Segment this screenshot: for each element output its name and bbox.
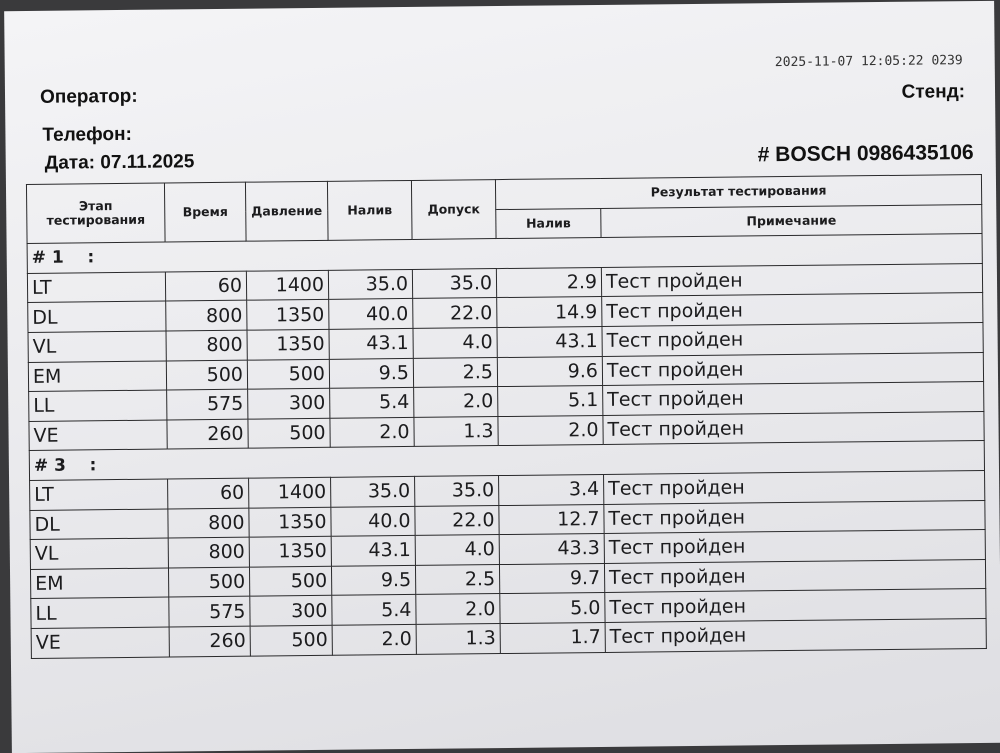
operator-label: Оператор: [39, 85, 138, 108]
cell-fill: 9.5 [329, 358, 413, 388]
cell-result-fill: 9.6 [497, 356, 602, 387]
cell-time: 260 [167, 419, 248, 449]
cell-tolerance: 22.0 [415, 505, 499, 535]
cell-fill: 5.4 [332, 595, 416, 625]
cell-stage: EM [30, 568, 168, 599]
cell-note: Тест пройден [602, 352, 983, 386]
cell-pressure: 1400 [249, 477, 331, 507]
cell-time: 260 [169, 626, 250, 656]
col-header-result-fill: Налив [496, 208, 601, 239]
cell-time: 60 [168, 478, 249, 508]
col-header-pressure: Давление [245, 181, 328, 241]
cell-pressure: 500 [250, 625, 332, 655]
cell-pressure: 1350 [247, 329, 329, 359]
cell-fill: 2.0 [332, 624, 416, 654]
cell-stage: EM [28, 361, 166, 392]
cell-time: 800 [166, 330, 247, 360]
cell-note: Тест пройден [603, 411, 984, 445]
cell-note: Тест пройден [605, 618, 986, 652]
cell-time: 800 [168, 508, 249, 538]
cell-pressure: 300 [250, 596, 332, 626]
cell-result-fill: 14.9 [497, 297, 602, 328]
cell-time: 500 [168, 567, 249, 597]
cell-stage: LL [31, 597, 169, 628]
col-header-fill: Налив [327, 180, 412, 240]
cell-fill: 9.5 [331, 565, 415, 595]
cell-tolerance: 2.0 [414, 387, 498, 417]
cell-stage: LT [30, 479, 168, 510]
cell-tolerance: 4.0 [415, 535, 499, 565]
cell-note: Тест пройден [604, 530, 985, 564]
cell-tolerance: 2.5 [413, 357, 497, 387]
cell-result-fill: 5.0 [500, 593, 605, 624]
cell-stage: VE [31, 627, 169, 658]
cell-pressure: 1400 [246, 270, 328, 300]
cell-pressure: 500 [247, 359, 329, 389]
cell-result-fill: 43.1 [497, 326, 602, 357]
device-number: # BOSCH 0986435106 [757, 141, 974, 167]
cell-fill: 35.0 [331, 476, 415, 506]
cell-stage: VL [30, 538, 168, 569]
cell-result-fill: 9.7 [499, 563, 604, 594]
cell-pressure: 500 [248, 418, 330, 448]
cell-stage: DL [30, 509, 168, 540]
cell-pressure: 1350 [249, 507, 331, 537]
col-header-note: Примечание [601, 204, 982, 238]
cell-result-fill: 5.1 [498, 386, 603, 417]
cell-fill: 43.1 [331, 536, 415, 566]
cell-result-fill: 3.4 [499, 474, 604, 505]
cell-pressure: 500 [249, 566, 331, 596]
cell-tolerance: 1.3 [414, 416, 498, 446]
col-header-stage: Этап тестирования [26, 183, 165, 244]
cell-pressure: 300 [248, 388, 330, 418]
group-label: # 1 : [27, 234, 982, 274]
cell-time: 575 [167, 389, 248, 419]
cell-result-fill: 2.0 [498, 415, 603, 446]
cell-result-fill: 43.3 [499, 534, 604, 565]
cell-fill: 40.0 [329, 299, 413, 329]
stand-label: Стенд: [901, 81, 966, 103]
cell-stage: VL [28, 331, 166, 362]
cell-note: Тест пройден [602, 322, 983, 356]
date-label: Дата: 07.11.2025 [44, 151, 195, 174]
col-header-tolerance: Допуск [411, 180, 496, 240]
cell-note: Тест пройден [603, 382, 984, 416]
cell-note: Тест пройден [604, 500, 985, 534]
cell-result-fill: 12.7 [499, 504, 604, 535]
cell-tolerance: 2.5 [415, 564, 499, 594]
cell-note: Тест пройден [601, 263, 982, 297]
cell-tolerance: 35.0 [412, 268, 496, 298]
cell-tolerance: 22.0 [413, 298, 497, 328]
group-label: # 3 : [29, 441, 984, 481]
cell-stage: DL [28, 301, 166, 332]
printed-test-report [4, 1, 1000, 753]
cell-note: Тест пройден [602, 293, 983, 327]
cell-note: Тест пройден [604, 470, 985, 504]
cell-note: Тест пройден [605, 589, 986, 623]
cell-fill: 35.0 [328, 269, 412, 299]
cell-fill: 2.0 [330, 417, 414, 447]
cell-pressure: 1350 [249, 536, 331, 566]
table-body [27, 234, 986, 658]
cell-stage: LL [29, 390, 167, 421]
cell-result-fill: 2.9 [496, 267, 601, 298]
cell-note: Тест пройден [604, 559, 985, 593]
col-header-time: Время [164, 182, 246, 242]
print-timestamp: 2025-11-07 12:05:22 0239 [774, 53, 963, 71]
cell-tolerance: 4.0 [413, 328, 497, 358]
cell-time: 800 [168, 537, 249, 567]
cell-time: 500 [166, 360, 247, 390]
cell-tolerance: 1.3 [416, 623, 500, 653]
test-results-table [26, 174, 987, 658]
cell-fill: 5.4 [330, 388, 414, 418]
cell-pressure: 1350 [247, 300, 329, 330]
cell-time: 575 [169, 596, 250, 626]
col-header-result: Результат тестирования [495, 174, 981, 209]
cell-time: 60 [165, 271, 246, 301]
cell-tolerance: 2.0 [416, 594, 500, 624]
cell-tolerance: 35.0 [415, 475, 499, 505]
cell-stage: LT [27, 272, 165, 303]
cell-fill: 43.1 [329, 328, 413, 358]
cell-stage: VE [29, 420, 167, 451]
cell-fill: 40.0 [331, 506, 415, 536]
cell-result-fill: 1.7 [500, 622, 605, 653]
cell-time: 800 [166, 301, 247, 331]
phone-label: Телефон: [42, 123, 132, 146]
